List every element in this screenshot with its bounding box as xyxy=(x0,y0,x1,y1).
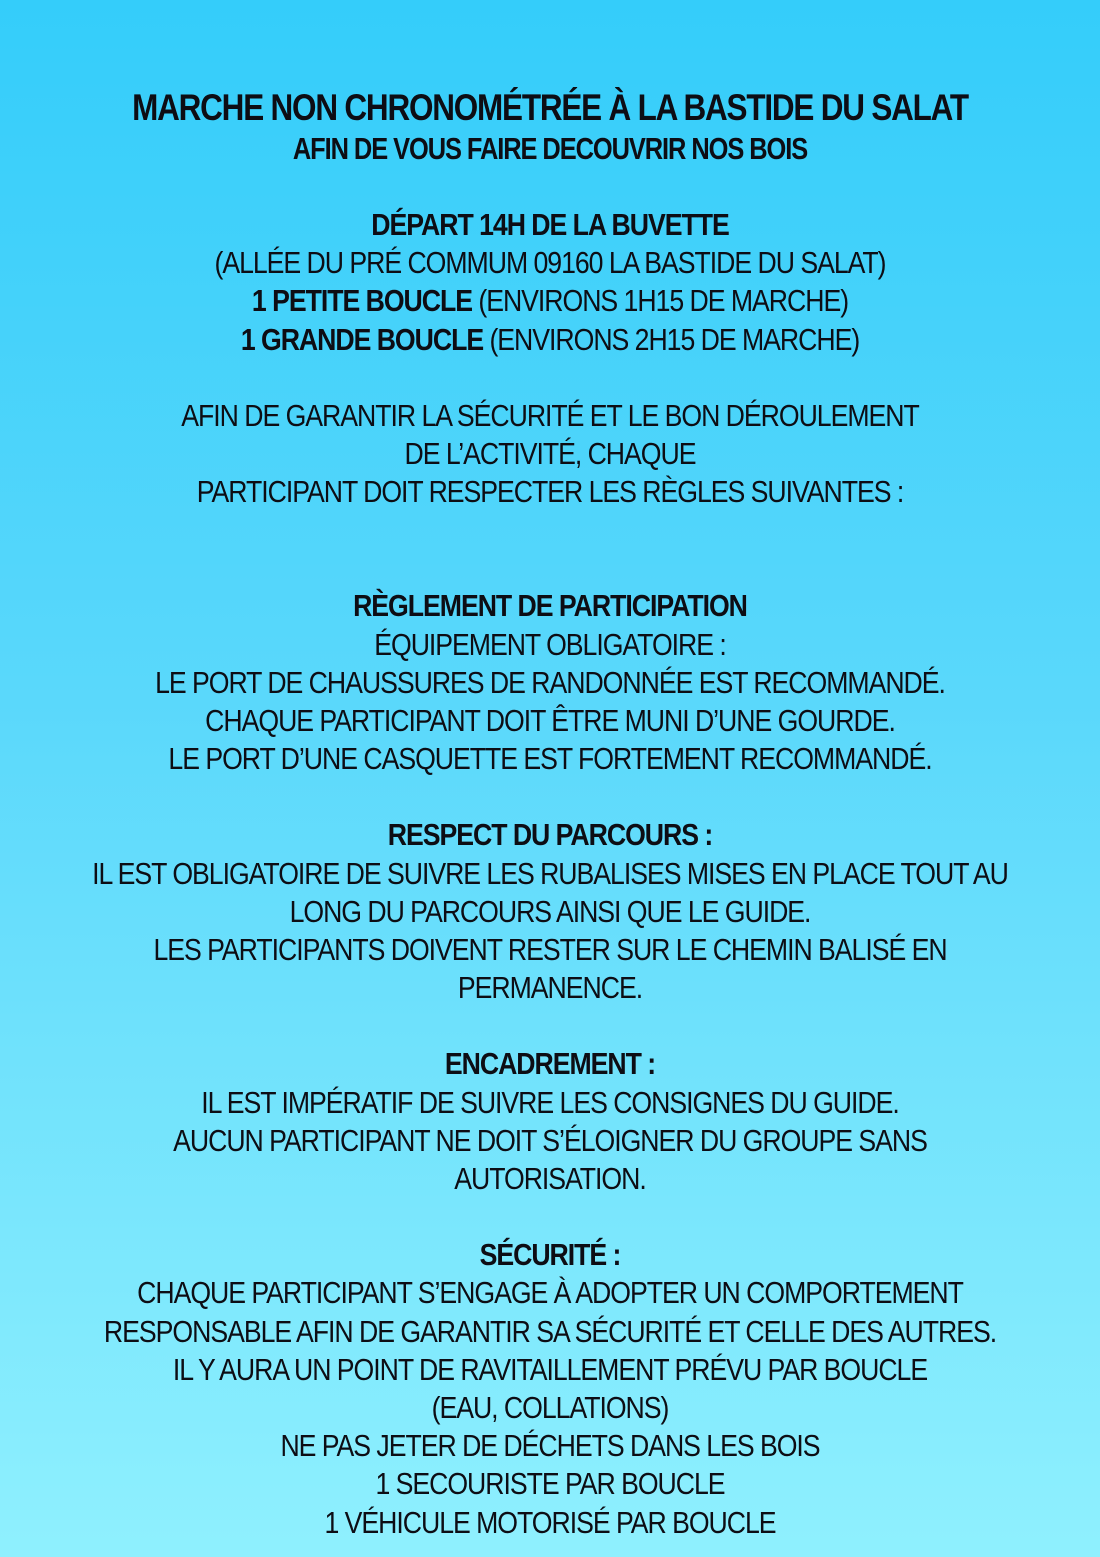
encadrement-section xyxy=(0,1045,1100,1198)
securite-section xyxy=(0,1236,1100,1542)
securite-heading: SÉCURITÉ : xyxy=(479,1237,621,1273)
intro-line-1: AFIN DE GARANTIR LA SÉCURITÉ ET LE BON DÉROULEMENT xyxy=(181,397,919,433)
big-loop-detail: (ENVIRONS 2H15 DE MARCHE) xyxy=(483,321,860,357)
securite-line: 1 SECOURISTE PAR BOUCLE xyxy=(375,1466,725,1502)
securite-line: (EAU, COLLATIONS) xyxy=(431,1390,669,1426)
securite-line: IL Y AURA UN POINT DE RAVITAILLEMENT PRÉVU PAR BOUCLE xyxy=(172,1351,928,1387)
securite-line: CHAQUE PARTICIPANT S’ENGAGE À ADOPTER UN COMPORTEMENT xyxy=(137,1275,963,1311)
small-loop-label: 1 PETITE BOUCLE xyxy=(251,283,472,319)
securite-line: 1 VÉHICULE MOTORISÉ PAR BOUCLE xyxy=(324,1504,776,1540)
small-loop-detail: (ENVIRONS 1H15 DE MARCHE) xyxy=(471,283,849,319)
flyer-subtitle: AFIN DE VOUS FAIRE DECOUVRIR NOS BOIS xyxy=(292,131,808,166)
reglement-heading: RÈGLEMENT DE PARTICIPATION xyxy=(353,588,747,624)
reglement-line: CHAQUE PARTICIPANT DOIT ÊTRE MUNI D’UNE GOURDE. xyxy=(205,703,895,739)
reglement-line: LE PORT D’UNE CASQUETTE EST FORTEMENT RECOMMANDÉ. xyxy=(168,741,932,777)
intro-line-2: DE L’ACTIVITÉ, CHAQUE xyxy=(404,436,696,472)
parcours-heading: RESPECT DU PARCOURS : xyxy=(387,817,713,853)
encadrement-line: AUCUN PARTICIPANT NE DOIT S’ÉLOIGNER DU GROUPE SANS xyxy=(173,1122,927,1158)
small-loop-line xyxy=(77,282,1023,320)
parcours-line: LONG DU PARCOURS AINSI QUE LE GUIDE. xyxy=(289,893,811,929)
big-loop-line xyxy=(77,321,1023,359)
parcours-line: PERMANENCE. xyxy=(457,970,643,1006)
intro-section xyxy=(0,397,1100,512)
depart-address: (ALLÉE DU PRÉ COMMUM 09160 LA BASTIDE DU SALAT) xyxy=(214,245,886,281)
depart-heading: DÉPART 14H DE LA BUVETTE xyxy=(371,207,729,242)
securite-line: RESPONSABLE AFIN DE GARANTIR SA SÉCURITÉ ET CELLE DES AUTRES. xyxy=(103,1313,997,1349)
reglement-line: LE PORT DE CHAUSSURES DE RANDONNÉE EST RECOMMANDÉ. xyxy=(155,664,945,700)
securite-line: NE PAS JETER DE DÉCHETS DANS LES BOIS xyxy=(280,1428,820,1464)
reglement-section xyxy=(0,587,1100,778)
encadrement-line: IL EST IMPÉRATIF DE SUIVRE LES CONSIGNES DU GUIDE. xyxy=(201,1084,899,1120)
parcours-section xyxy=(0,816,1100,1007)
big-loop-label: 1 GRANDE BOUCLE xyxy=(240,321,484,357)
parcours-line: IL EST OBLIGATOIRE DE SUIVRE LES RUBALISES MISES EN PLACE TOUT AU xyxy=(92,855,1008,891)
intro-line-3: PARTICIPANT DOIT RESPECTER LES RÈGLES SUIVANTES : xyxy=(196,474,904,510)
encadrement-line: AUTORISATION. xyxy=(454,1161,646,1197)
reglement-line: ÉQUIPEMENT OBLIGATOIRE : xyxy=(374,626,726,662)
parcours-line: LES PARTICIPANTS DOIVENT RESTER SUR LE CHEMIN BALISÉ EN xyxy=(153,932,947,968)
depart-section xyxy=(0,206,1100,359)
flyer-title: MARCHE NON CHRONOMÉTRÉE À LA BASTIDE DU SALAT xyxy=(132,87,968,128)
encadrement-heading: ENCADREMENT : xyxy=(444,1046,656,1082)
